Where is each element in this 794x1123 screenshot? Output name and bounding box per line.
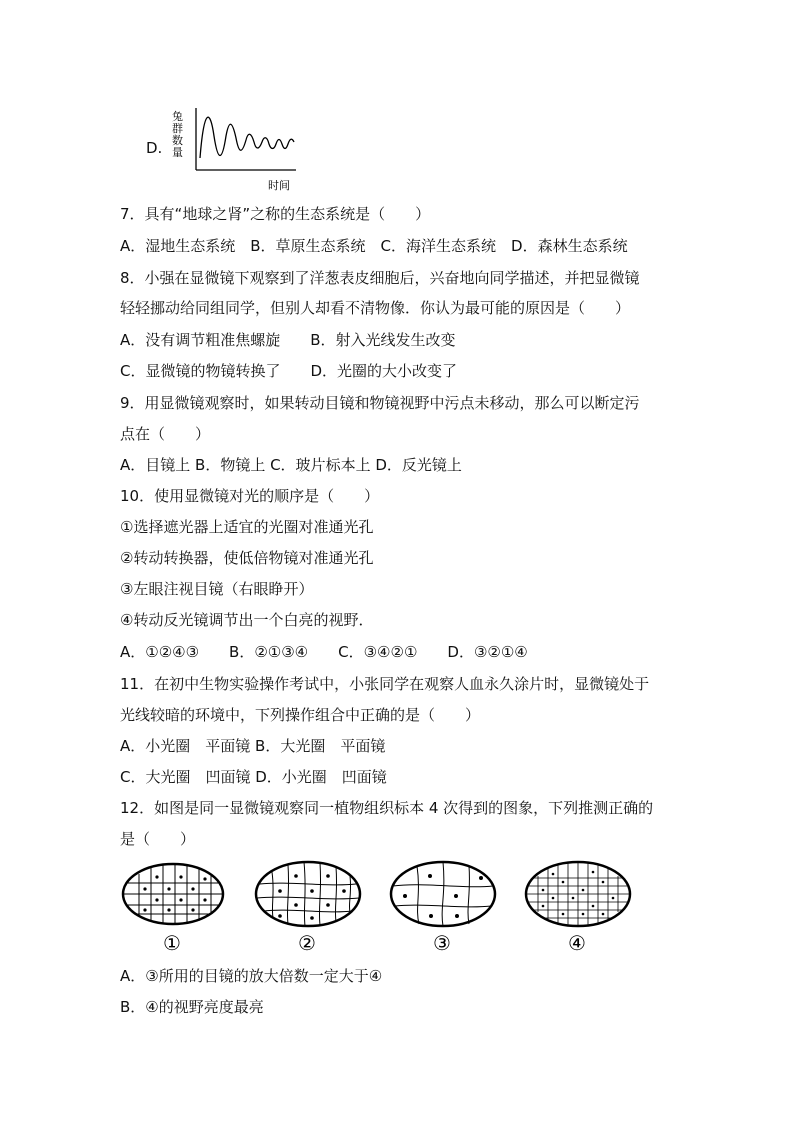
cell-figure-4 (526, 862, 630, 955)
question-8-options-ab: A．没有调节粗准焦螺旋 B．射入光线发生改变 (120, 331, 456, 349)
question-10-step-1: ①选择遮光器上适宜的光圈对准通光孔 (120, 518, 374, 536)
graph-xlabel: 时间 (268, 179, 290, 192)
graph-ylabel-char-3: 数 (172, 134, 183, 147)
question-11-line-1: 11．在初中生物实验操作考试中，小张同学在观察人血永久涂片时，显微镜处于 (120, 675, 650, 693)
question-10-options: A．①②④③ B．②①③④ C．③④②① D．③②①④ (120, 643, 528, 661)
question-12-line-1: 12．如图是同一显微镜观察同一植物组织标本 4 次得到的图象，下列推测正确的 (120, 799, 654, 817)
question-12-option-a: A．③所用的目镜的放大倍数一定大于④ (120, 967, 383, 985)
question-9-options: A．目镜上 B．物镜上 C．玻片标本上 D．反光镜上 (120, 456, 462, 474)
question-11-options-ab: A．小光圈 平面镜 B．大光圈 平面镜 (120, 737, 386, 755)
graph-ylabel-char-2: 群 (172, 122, 183, 135)
graph-oscillation-curve (200, 117, 294, 158)
question-8-line-2: 轻轻挪动给同组同学，但别人却看不清物像．你认为最可能的原因是（ ） (120, 299, 631, 317)
cell-figure-2-label: ② (298, 931, 316, 955)
cell-figure-1-label: ① (163, 931, 181, 955)
question-8-line-1: 8．小强在显微镜下观察到了洋葱表皮细胞后，兴奋地向同学描述，并把显微镜 (120, 269, 640, 287)
population-graph (168, 106, 308, 196)
question-8-options-cd: C．显微镜的物镜转换了 D．光圈的大小改变了 (120, 362, 458, 380)
cell-figure-3-label: ③ (433, 931, 451, 955)
question-10-step-2: ②转动转换器，使低倍物镜对准通光孔 (120, 549, 374, 567)
question-11-line-2: 光线较暗的环境中，下列操作组合中正确的是（ ） (120, 706, 481, 724)
question-7-options: A．湿地生态系统 B．草原生态系统 C．海洋生态系统 D．森林生态系统 (120, 237, 628, 255)
graph-ylabel-char-4: 量 (172, 146, 183, 159)
question-11-options-cd: C．大光圈 凹面镜 D．小光圈 凹面镜 (120, 768, 387, 786)
question-10: 10．使用显微镜对光的顺序是（ ） (120, 487, 380, 505)
question-10-step-4: ④转动反光镜调节出一个白亮的视野． (120, 611, 374, 629)
graph-ylabel-char-1: 兔 (172, 110, 183, 123)
cell-figure-3 (391, 862, 495, 955)
question-12-option-b: B．④的视野亮度最亮 (120, 998, 264, 1016)
option-d-label: D. (146, 139, 163, 157)
question-7: 7．具有“地球之肾”之称的生态系统是（ ） (120, 205, 431, 223)
question-9-line-1: 9．用显微镜观察时，如果转动目镜和物镜视野中污点未移动，那么可以断定污 (120, 394, 640, 412)
question-9-line-2: 点在（ ） (120, 425, 211, 443)
microscope-cell-figures (118, 858, 638, 958)
question-10-step-3: ③左眼注视目镜（右眼睁开） (120, 580, 314, 598)
question-12-line-2: 是（ ） (120, 830, 196, 848)
cell-figure-4-label: ④ (568, 931, 586, 955)
cell-figure-2 (256, 862, 360, 955)
cell-figure-1 (123, 864, 223, 955)
